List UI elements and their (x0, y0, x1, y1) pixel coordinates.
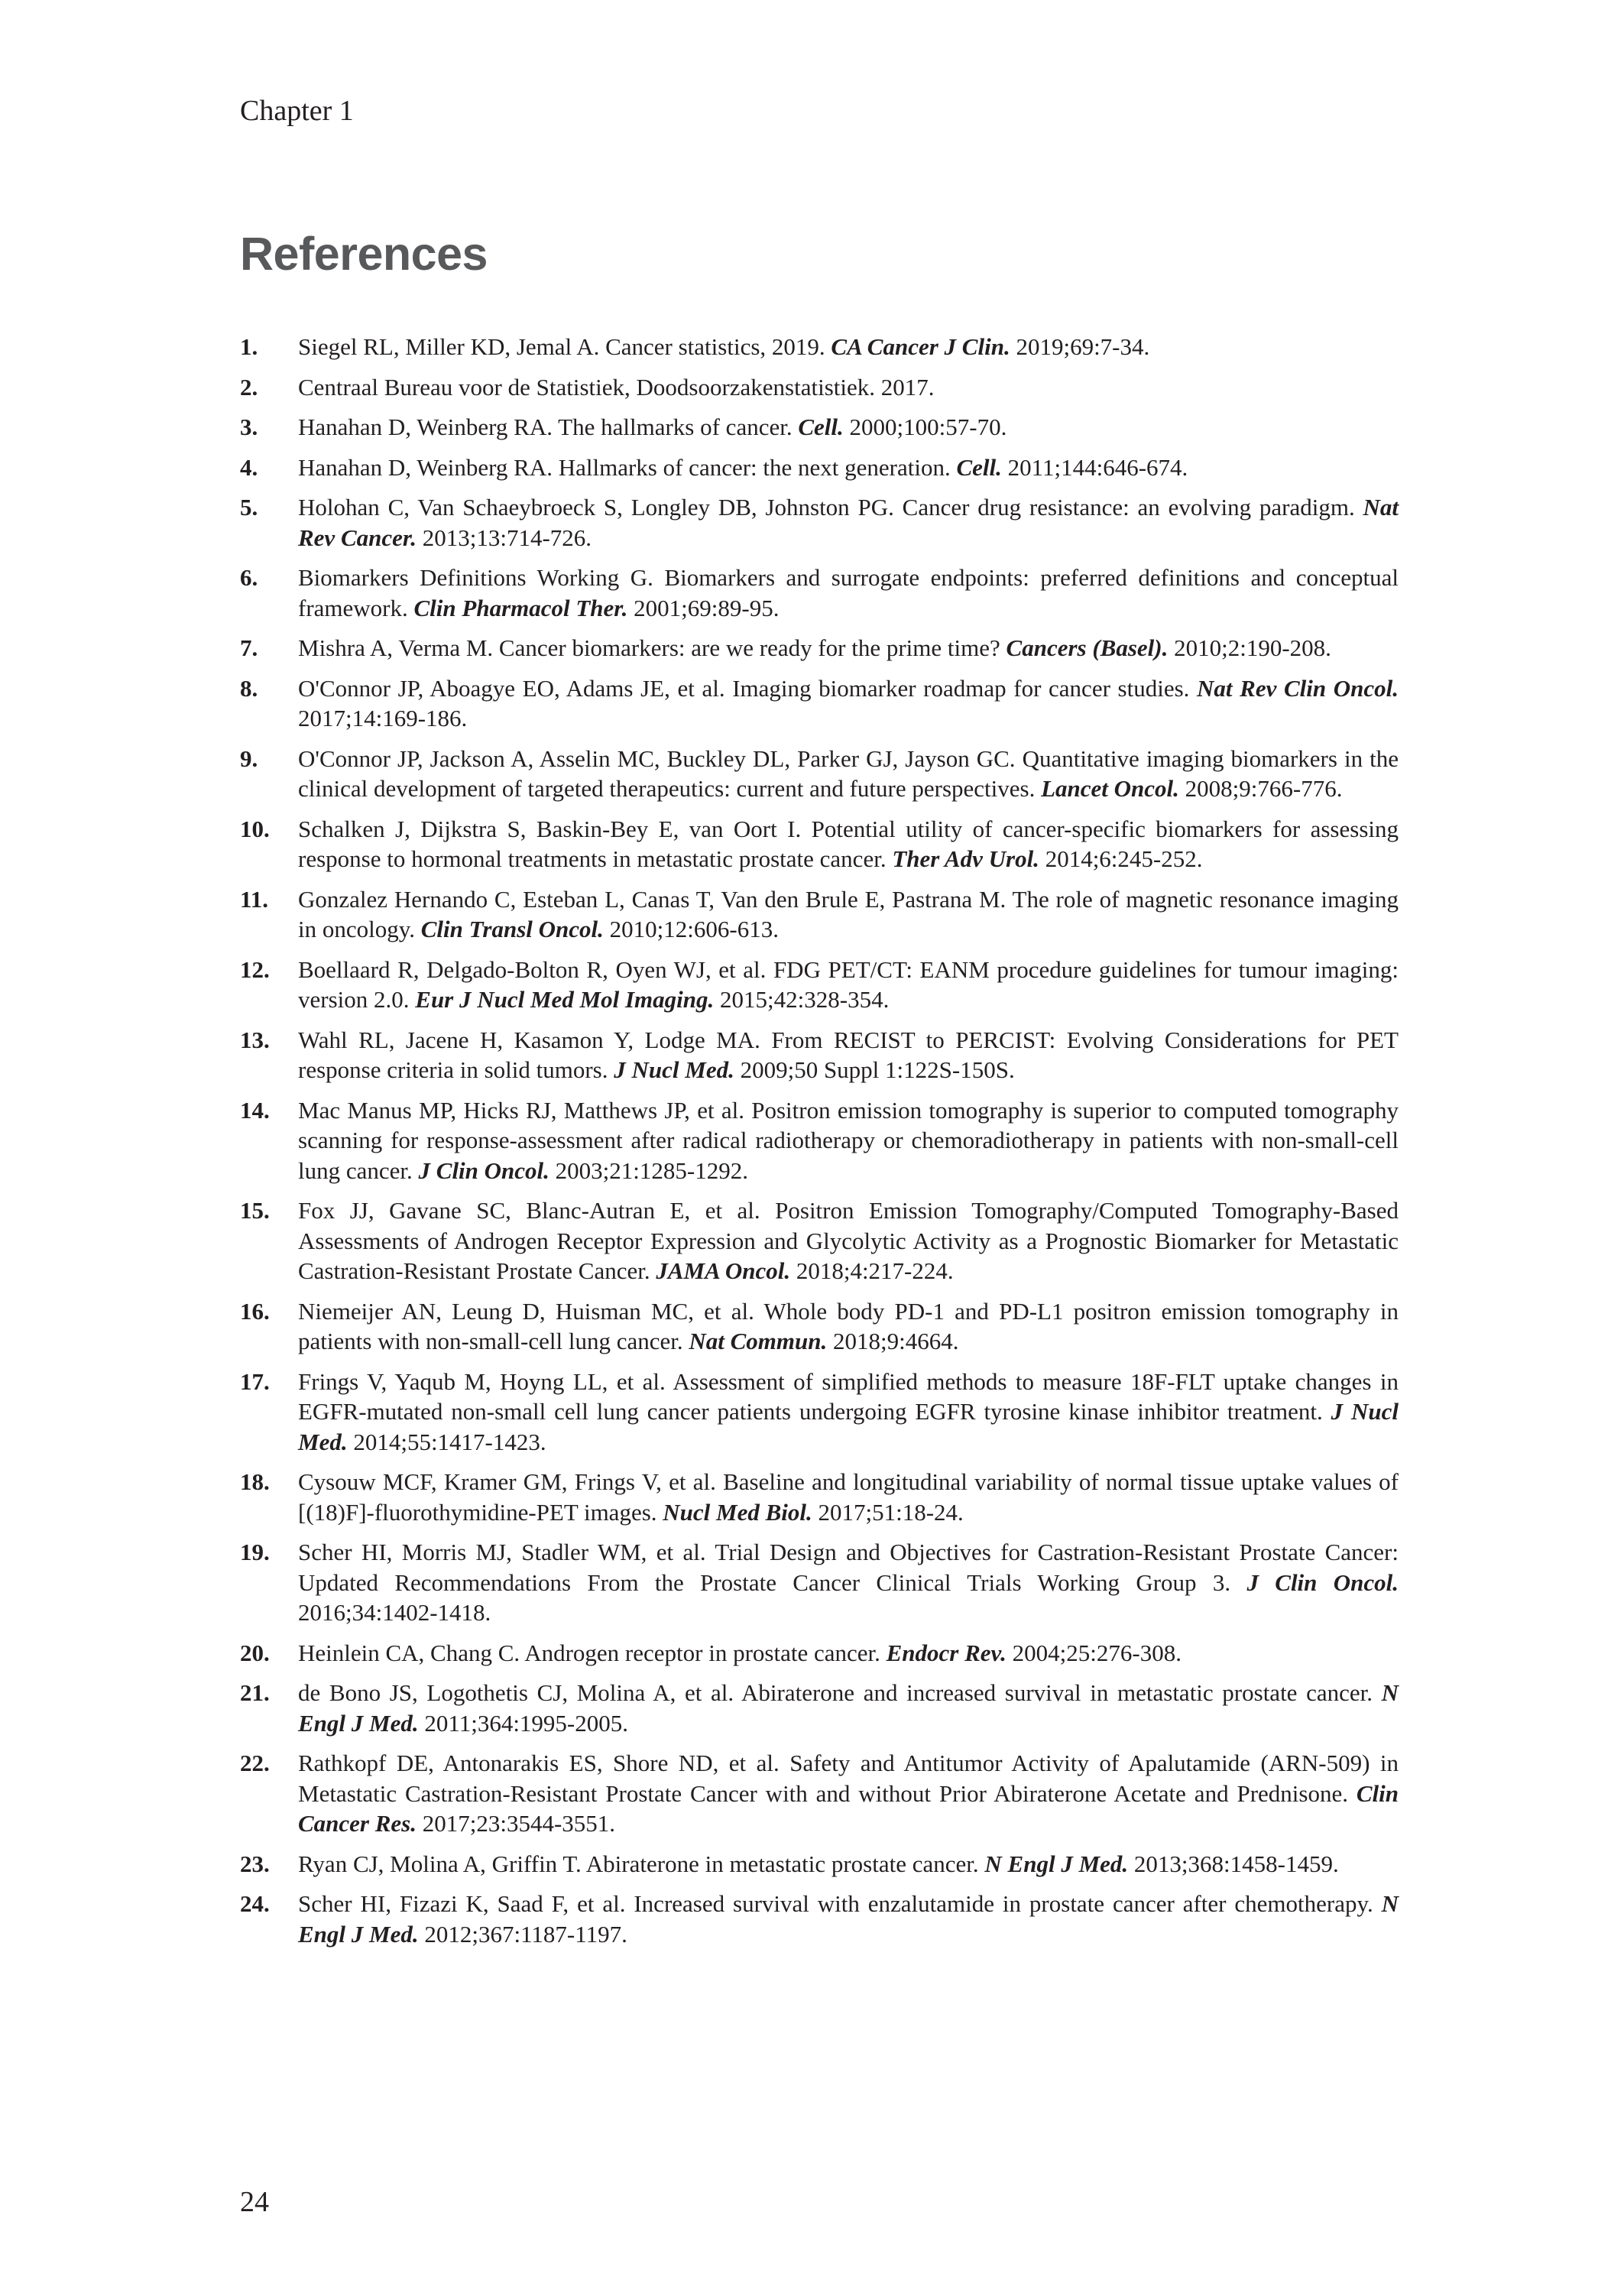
reference-number: 13. (240, 1026, 270, 1053)
reference-text (298, 673, 1399, 734)
reference-journal: Nat Commun. (689, 1328, 828, 1354)
reference-journal: J Clin Oncol. (418, 1156, 549, 1184)
reference-item (240, 492, 1399, 553)
reference-number: 19. (240, 1539, 270, 1565)
reference-item (240, 633, 1399, 663)
reference-text (298, 372, 1399, 403)
reference-journal: Clin Cancer Res. (298, 1779, 1399, 1837)
reference-authors-title: Mac Manus MP, Hicks RJ, Matthews JP, et al. Positron emission tomography is superior to computed tomography scanning for response-assessment after radical radiotherapy or chemoradiotherapy in patients with non-small-cell lung cancer. (298, 1096, 1399, 1184)
reference-number: 9. (240, 744, 258, 772)
reference-item (240, 1025, 1399, 1085)
reference-authors-title: O'Connor JP, Aboagye EO, Adams JE, et al. Imaging biomarker roadmap for cancer studies. (298, 674, 1198, 702)
reference-number: 17. (240, 1367, 270, 1395)
reference-authors-title: Hanahan D, Weinberg RA. Hallmarks of cancer: the next generation. (298, 453, 957, 481)
reference-number: 2. (240, 373, 258, 401)
reference-text (298, 633, 1399, 663)
reference-number: 21. (240, 1679, 270, 1706)
reference-number: 14. (240, 1096, 270, 1124)
reference-details: 2017;14:169-186. (298, 705, 468, 731)
reference-number: 3. (240, 414, 258, 440)
reference-details: 2019;69:7-34. (1010, 333, 1150, 360)
reference-text (298, 1849, 1399, 1879)
reference-journal: N Engl J Med. (984, 1850, 1129, 1877)
reference-item (240, 1467, 1399, 1527)
reference-details: 2010;12:606-613. (603, 916, 779, 942)
reference-item (240, 1638, 1399, 1669)
reference-authors-title: Niemeijer AN, Leung D, Huisman MC, et al. Whole body PD-1 and PD-L1 positron emission tomography in patients with non-small-cell lung cancer. (298, 1297, 1399, 1354)
reference-journal: Lancet Oncol. (1041, 775, 1179, 802)
reference-journal: Cancers (Basel). (1006, 634, 1169, 661)
reference-item (240, 563, 1399, 623)
reference-number: 10. (240, 815, 270, 842)
reference-journal: CA Cancer J Clin. (831, 333, 1010, 360)
reference-item (240, 1367, 1399, 1458)
reference-text (298, 1195, 1399, 1286)
reference-text (298, 1296, 1399, 1357)
reference-text (298, 955, 1399, 1015)
reference-number: 4. (240, 453, 258, 481)
reference-details: 2013;368:1458-1459. (1128, 1850, 1339, 1877)
reference-journal: Eur J Nucl Med Mol Imaging. (415, 986, 715, 1013)
reference-text (298, 412, 1399, 443)
reference-authors-title: Heinlein CA, Chang C. Androgen receptor in prostate cancer. (298, 1639, 887, 1666)
reference-details: 2008;9:766-776. (1178, 775, 1343, 802)
reference-item (240, 744, 1399, 804)
reference-authors-title: O'Connor JP, Jackson A, Asselin MC, Buckley DL, Parker GJ, Jayson GC. Quantitative imaging biomarkers in the clinical development of targeted therapeutics: current and future perspectives. (298, 744, 1399, 802)
reference-authors-title: Frings V, Yaqub M, Hoyng LL, et al. Assessment of simplified methods to measure 18F-FLT uptake changes in EGFR-mutated non-small cell lung cancer patients undergoing EGFR tyrosine kinase inhibitor treatment. (298, 1367, 1399, 1425)
reference-details: 2003;21:1285-1292. (549, 1156, 748, 1184)
reference-details: 2011;364:1995-2005. (418, 1709, 629, 1737)
reference-authors-title: de Bono JS, Logothetis CJ, Molina A, et al. Abiraterone and increased survival in metastatic prostate cancer. (298, 1679, 1382, 1706)
reference-text (298, 1678, 1399, 1738)
reference-item (240, 884, 1399, 945)
reference-number: 23. (240, 1850, 270, 1877)
page-number: 24 (240, 2186, 269, 2218)
reference-text (298, 563, 1399, 623)
reference-authors-title: Fox JJ, Gavane SC, Blanc-Autran E, et al. Positron Emission Tomography/Computed Tomography-Based Assessments of Androgen Receptor Expression and Glycolytic Activity as a Prognostic Biomarker for Metastatic Castration-Resistant Prostate Cancer. (298, 1197, 1399, 1284)
reference-text (298, 884, 1399, 945)
reference-number: 1. (240, 333, 258, 360)
reference-number: 5. (240, 494, 258, 521)
reference-details: 2013;13:714-726. (417, 524, 592, 551)
reference-item (240, 372, 1399, 403)
reference-details: 2001;69:89-95. (627, 594, 780, 621)
reference-item (240, 412, 1399, 443)
reference-number: 11. (240, 885, 269, 913)
reference-details: 2012;367:1187-1197. (418, 1920, 627, 1948)
reference-authors-title: Wahl RL, Jacene H, Kasamon Y, Lodge MA. From RECIST to PERCIST: Evolving Considerations for PET response criteria in solid tumors. (298, 1026, 1399, 1083)
reference-authors-title: Boellaard R, Delgado-Bolton R, Oyen WJ, et al. FDG PET/CT: EANM procedure guidelines for tumour imaging: version 2.0. (298, 955, 1399, 1013)
reference-authors-title: Centraal Bureau voor de Statistiek, Doodsoorzakenstatistiek. 2017. (298, 373, 935, 401)
page-title: References (240, 228, 488, 280)
reference-journal: Nucl Med Biol. (663, 1498, 812, 1526)
reference-authors-title: Mishra A, Verma M. Cancer biomarkers: are we ready for the prime time? (298, 634, 1006, 661)
reference-number: 12. (240, 955, 270, 983)
reference-journal: JAMA Oncol. (656, 1257, 791, 1284)
reference-details: 2017;51:18-24. (812, 1498, 964, 1526)
reference-authors-title: Holohan C, Van Schaeybroeck S, Longley DB, Johnston PG. Cancer drug resistance: an evolving paradigm. (298, 494, 1363, 521)
reference-authors-title: Cysouw MCF, Kramer GM, Frings V, et al. Baseline and longitudinal variability of normal tissue uptake values of [(18)F]-fluorothymidine-PET images. (298, 1468, 1399, 1526)
reference-text (298, 744, 1399, 804)
reference-journal: N Engl J Med. (298, 1679, 1399, 1737)
reference-authors-title: Biomarkers Definitions Working G. Biomarkers and surrogate endpoints: preferred definitions and conceptual framework. (298, 564, 1399, 621)
reference-details: 2009;50 Suppl 1:122S-150S. (734, 1056, 1015, 1083)
reference-item (240, 673, 1399, 734)
reference-authors-title: Rathkopf DE, Antonarakis ES, Shore ND, et al. Safety and Antitumor Activity of Apalutamide (ARN-509) in Metastatic Castration-Resistant Prostate Cancer with and without Prior Abiraterone Acetate and Prednisone. (298, 1750, 1399, 1807)
reference-authors-title: Siegel RL, Miller KD, Jemal A. Cancer statistics, 2019. (298, 333, 831, 360)
reference-authors-title: Hanahan D, Weinberg RA. The hallmarks of cancer. (298, 414, 799, 440)
reference-number: 8. (240, 674, 258, 702)
reference-text (298, 1095, 1399, 1186)
reference-details: 2016;34:1402-1418. (298, 1599, 491, 1626)
reference-item (240, 1678, 1399, 1738)
reference-item (240, 1889, 1399, 1949)
reference-text (298, 1638, 1399, 1669)
reference-details: 2000;100:57-70. (843, 414, 1007, 440)
reference-details: 2015;42:328-354. (714, 986, 890, 1013)
reference-authors-title: Schalken J, Dijkstra S, Baskin-Bey E, van Oort I. Potential utility of cancer-specific biomarkers for assessing response to hormonal treatments in metastatic prostate cancer. (298, 815, 1399, 872)
reference-journal: Clin Transl Oncol. (420, 916, 604, 942)
reference-number: 18. (240, 1468, 270, 1495)
reference-number: 20. (240, 1639, 270, 1666)
reference-journal: Nat Rev Cancer. (298, 494, 1399, 551)
reference-number: 16. (240, 1297, 270, 1325)
reference-item (240, 452, 1399, 483)
reference-details: 2010;2:190-208. (1168, 634, 1331, 661)
reference-text (298, 1537, 1399, 1628)
reference-authors-title: Ryan CJ, Molina A, Griffin T. Abiraterone in metastatic prostate cancer. (298, 1850, 985, 1877)
reference-text (298, 1367, 1399, 1458)
reference-journal: J Nucl Med. (614, 1056, 734, 1083)
reference-journal: Cell. (798, 414, 844, 440)
reference-list (240, 332, 1399, 1959)
reference-text (298, 1889, 1399, 1949)
reference-number: 7. (240, 634, 258, 661)
reference-details: 2018;4:217-224. (790, 1257, 954, 1284)
reference-text (298, 1748, 1399, 1839)
reference-item (240, 1537, 1399, 1628)
reference-text (298, 332, 1399, 362)
reference-text (298, 492, 1399, 553)
reference-item (240, 955, 1399, 1015)
reference-item (240, 1849, 1399, 1879)
reference-number: 15. (240, 1197, 270, 1224)
reference-text (298, 452, 1399, 483)
reference-journal: Ther Adv Urol. (892, 845, 1039, 872)
reference-item (240, 1296, 1399, 1357)
running-head: Chapter 1 (240, 95, 354, 127)
reference-number: 22. (240, 1750, 270, 1776)
reference-journal: N Engl J Med. (298, 1890, 1399, 1948)
reference-journal: J Nucl Med. (298, 1398, 1399, 1455)
reference-details: 2014;6:245-252. (1039, 845, 1203, 872)
reference-text (298, 814, 1399, 874)
reference-journal: J Clin Oncol. (1246, 1568, 1399, 1596)
reference-number: 24. (240, 1890, 270, 1917)
reference-authors-title: Gonzalez Hernando C, Esteban L, Canas T, Van den Brule E, Pastrana M. The role of magnetic resonance imaging in oncology. (298, 885, 1399, 942)
reference-details: 2018;9:4664. (827, 1328, 959, 1354)
reference-journal: Nat Rev Clin Oncol. (1197, 674, 1399, 702)
reference-item (240, 814, 1399, 874)
reference-text (298, 1467, 1399, 1527)
reference-item (240, 1195, 1399, 1286)
reference-journal: Clin Pharmacol Ther. (413, 594, 628, 621)
reference-authors-title: Scher HI, Morris MJ, Stadler WM, et al. Trial Design and Objectives for Castration-Resistant Prostate Cancer: Updated Recommendations From the Prostate Cancer Clinical Trials Working Group 3. (298, 1539, 1399, 1596)
reference-journal: Endocr Rev. (886, 1639, 1006, 1666)
reference-authors-title: Scher HI, Fizazi K, Saad F, et al. Increased survival with enzalutamide in prostate cancer after chemotherapy. (298, 1890, 1382, 1917)
reference-details: 2014;55:1417-1423. (347, 1428, 546, 1455)
reference-details: 2011;144:646-674. (1001, 453, 1188, 481)
reference-text (298, 1025, 1399, 1085)
reference-number: 6. (240, 564, 258, 591)
reference-item (240, 332, 1399, 362)
reference-item (240, 1095, 1399, 1186)
reference-details: 2004;25:276-308. (1006, 1639, 1182, 1666)
reference-details: 2017;23:3544-3551. (417, 1810, 616, 1837)
reference-item (240, 1748, 1399, 1839)
reference-journal: Cell. (956, 453, 1002, 481)
